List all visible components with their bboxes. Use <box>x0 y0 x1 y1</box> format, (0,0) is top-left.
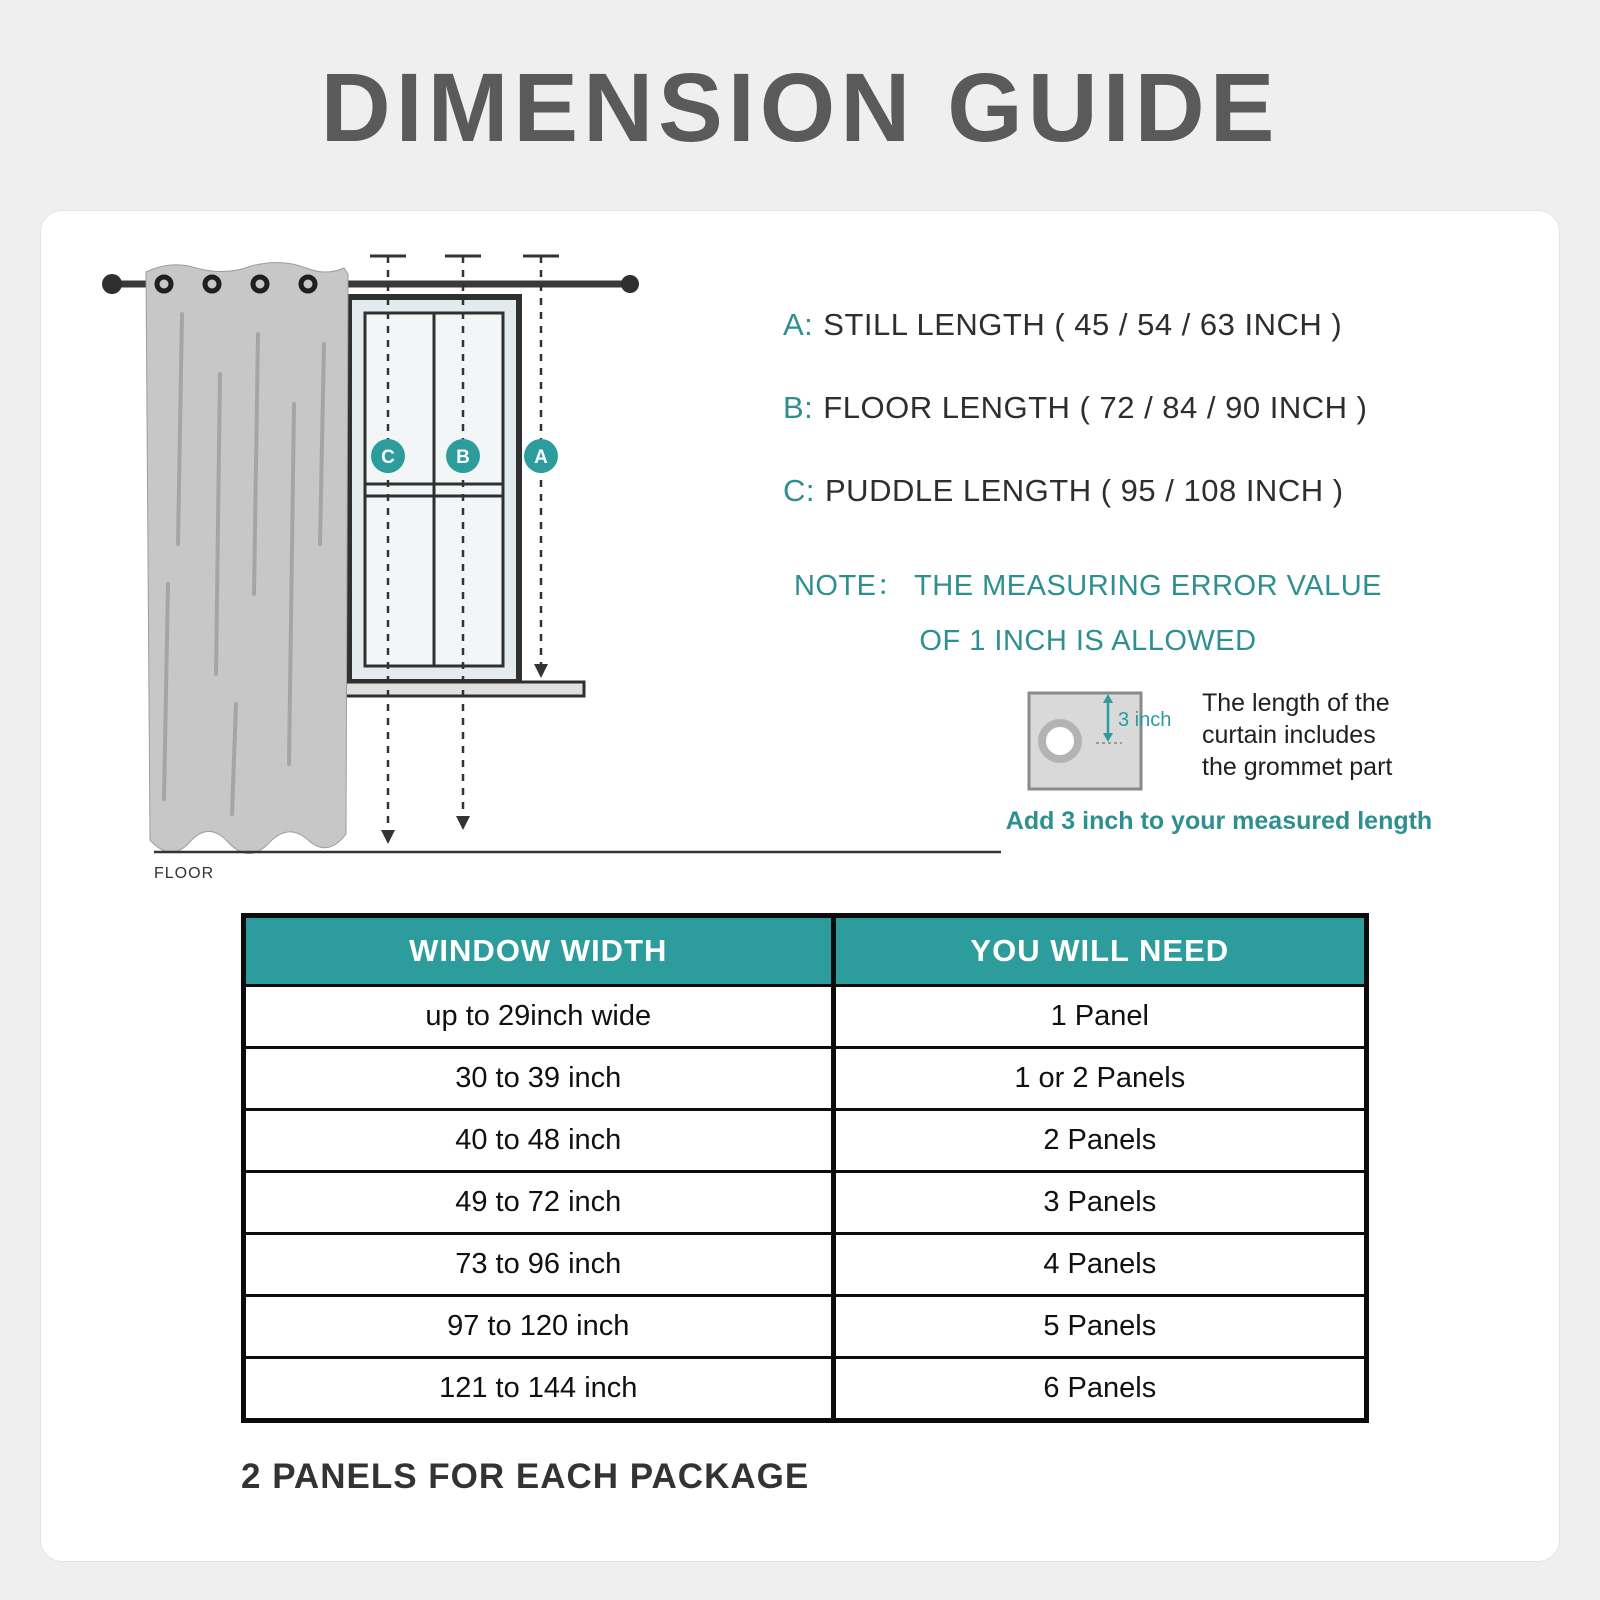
badge-a-label: A <box>534 447 548 468</box>
curtain-panel <box>146 262 348 853</box>
panels-needed-cell: 6 Panels <box>833 1358 1366 1421</box>
grommet-diagram <box>1026 683 1186 795</box>
length-line-b <box>783 390 1367 426</box>
window-width-cell: 121 to 144 inch <box>244 1358 834 1421</box>
floor-label: FLOOR <box>154 865 215 882</box>
table-header-row <box>244 916 1367 986</box>
arrowhead-c <box>381 830 395 844</box>
grommet-desc-line-2: curtain includes <box>1202 721 1376 749</box>
rod-finial-right <box>621 275 639 293</box>
panels-needed-cell: 1 Panel <box>833 986 1366 1048</box>
length-text-b: FLOOR LENGTH ( 72 / 84 / 90 INCH ) <box>823 390 1368 425</box>
grommet-hole <box>1042 723 1078 759</box>
length-definitions <box>783 307 1367 556</box>
rod-finial-left <box>102 274 122 294</box>
badge-a <box>524 439 558 473</box>
panels-needed-cell: 2 Panels <box>833 1110 1366 1172</box>
header-you-will-need: YOU WILL NEED <box>833 916 1366 986</box>
window-width-cell: up to 29inch wide <box>244 986 834 1048</box>
note-line-1: NOTE： THE MEASURING ERROR VALUE <box>793 570 1383 602</box>
length-line-a <box>783 307 1367 343</box>
panels-needed-cell: 1 or 2 Panels <box>833 1048 1366 1110</box>
grommet-measure-label: 3 inch <box>1118 709 1172 731</box>
table-row <box>244 1110 1367 1172</box>
badge-c-label: C <box>381 447 395 468</box>
arrowhead-a <box>534 664 548 678</box>
header-window-width: WINDOW WIDTH <box>244 916 834 986</box>
length-text-a: STILL LENGTH ( 45 / 54 / 63 INCH ) <box>823 307 1343 342</box>
length-text-c: PUDDLE LENGTH ( 95 / 108 INCH ) <box>825 473 1344 508</box>
table-row <box>244 1358 1367 1421</box>
note-line-2: OF 1 INCH IS ALLOWED <box>919 625 1257 657</box>
package-note: 2 PANELS FOR EACH PACKAGE <box>241 1457 810 1496</box>
window-width-cell: 40 to 48 inch <box>244 1110 834 1172</box>
grommet-description <box>1202 683 1392 783</box>
length-line-c <box>783 473 1367 509</box>
add-length-note: Add 3 inch to your measured length <box>1005 807 1433 835</box>
arrowhead-b <box>456 816 470 830</box>
table-row <box>244 986 1367 1048</box>
length-key-b: B: <box>783 390 814 425</box>
length-key-c: C: <box>783 473 815 508</box>
window <box>336 297 584 696</box>
table-row <box>244 1172 1367 1234</box>
page-title: DIMENSION GUIDE <box>320 53 1280 162</box>
badge-b-label: B <box>456 447 470 468</box>
badge-b <box>446 439 480 473</box>
panel-table <box>241 913 1369 1423</box>
grommet-desc-line-1: The length of the <box>1202 689 1390 717</box>
panels-needed-cell: 3 Panels <box>833 1172 1366 1234</box>
grommet-detail <box>1026 683 1392 795</box>
window-width-cell: 30 to 39 inch <box>244 1048 834 1110</box>
window-width-cell: 73 to 96 inch <box>244 1234 834 1296</box>
dimension-card <box>40 210 1560 1562</box>
table-row <box>244 1234 1367 1296</box>
table-row <box>244 1296 1367 1358</box>
measuring-note <box>783 563 1393 658</box>
window-sill <box>336 682 584 696</box>
panel-table-wrap <box>241 913 1369 1423</box>
badge-c <box>371 439 405 473</box>
grommet-desc-line-3: the grommet part <box>1202 753 1393 781</box>
window-width-cell: 97 to 120 inch <box>244 1296 834 1358</box>
table-row <box>244 1048 1367 1110</box>
window-width-cell: 49 to 72 inch <box>244 1172 834 1234</box>
panels-needed-cell: 5 Panels <box>833 1296 1366 1358</box>
panels-needed-cell: 4 Panels <box>833 1234 1366 1296</box>
length-key-a: A: <box>783 307 814 342</box>
